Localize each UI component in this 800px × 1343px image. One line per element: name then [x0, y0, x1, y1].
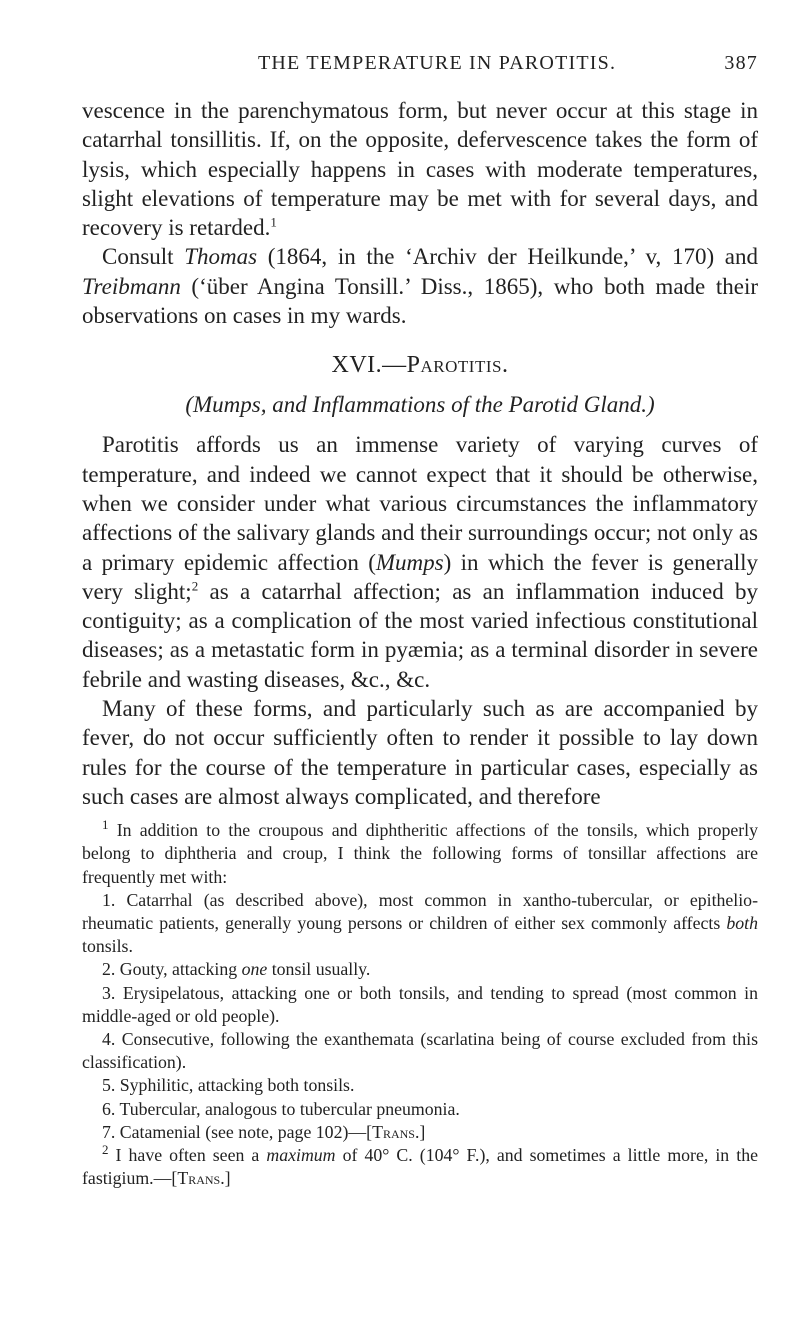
paren-close: ) — [647, 392, 655, 418]
paragraph-many-forms — [82, 694, 758, 811]
list-item-text: 4. Consecutive, following the exanthemata (scarlatina being of course excluded from this classification). — [82, 1029, 758, 1073]
footnote-text: I have often seen a — [108, 1145, 267, 1166]
section-title-cap: P — [406, 352, 421, 379]
footnote-text: In addition to the croupous and diphtheritic affections of the tonsils, which properly belong to diphtheria and croup, I think the following forms of tonsillar affections are frequently met with: — [82, 820, 758, 887]
footnote-ref-1: 1 — [270, 214, 277, 230]
text-span: as a catarrhal affection; as an inflammation induced by contiguity; as a complication of the most varied infectious constitutional diseases; as a metastatic form in pyæmia; as a terminal disorder in severe febrile and wasting diseases, &c., &c. — [82, 578, 758, 692]
running-head-title: THE TEMPERATURE IN PAROTITIS. — [258, 52, 617, 74]
list-item-text: 6. Tubercular, analogous to tubercular pneumonia. — [102, 1098, 460, 1119]
footnote-text: of 40° C. (104° F.), and sometimes a little more, in the fastigium.—[ — [82, 1145, 758, 1189]
footnote-list-item — [82, 889, 758, 959]
list-item-text: 5. Syphilitic, attacking both tonsils. — [102, 1075, 355, 1096]
list-item-text: 2. Gouty, attacking — [102, 959, 242, 980]
author-name: Thomas — [184, 244, 258, 270]
list-item-text: 3. Erysipelatous, attacking one or both tonsils, and tending to spread (most common in middle-aged or old people). — [82, 982, 758, 1026]
paragraph-parotitis — [82, 430, 758, 694]
footnote-1 — [82, 819, 758, 889]
paragraph-text: vescence in the parenchymatous form, but never occur at this stage in catarrhal tonsillitis. If, on the opposite, defervescence takes the form of lysis, which especially happens in cases with moderate temperatures, slight elevations of temperature may be met with for several days, and recovery is retarded. — [82, 98, 758, 241]
footnote-list-item — [82, 1028, 758, 1074]
footnote-marker: 2 — [102, 1142, 109, 1158]
text-span: (‘über Angina Tonsill.’ Diss., 1865), who both made their observations on cases in my wards. — [82, 273, 758, 329]
list-item-text: tonsil usually. — [267, 959, 371, 980]
emphasis: Mumps — [375, 549, 444, 575]
text-span: Many of these forms, and particularly such as are accompanied by fever, do not occur sufficiently often to render it possible to lay down rules for the course of the temperature in particular cases, especially as such cases are almost always complicated, and therefore — [82, 696, 758, 809]
page-number: 387 — [724, 52, 758, 74]
emphasis: maximum — [266, 1145, 336, 1166]
footnote-1-list — [82, 889, 758, 1144]
section-subtitle — [82, 392, 758, 418]
text-span: Parotitis affords us an immense variety of varying curves of temperature, and indeed we cannot expect that it should be otherwise, when we consider under what various circumstances the inflammatory affections of the salivary glands and their surroundings occur; not only as a primary epidemic affection ( — [82, 432, 758, 575]
section-title-rest: arotitis. — [420, 352, 509, 379]
footnote-ref-2: 2 — [191, 578, 199, 594]
list-item-text: 7. Catamenial (see note, page 102)—[ — [102, 1121, 373, 1142]
paragraph-consult — [82, 242, 758, 330]
text-span: Consult — [102, 244, 185, 270]
footnote-list-item — [82, 1098, 758, 1121]
footnote-list-item — [82, 982, 758, 1028]
author-name: Treibmann — [82, 273, 181, 299]
body-text — [82, 96, 758, 1190]
paren-open: ( — [185, 392, 193, 418]
emphasis: one — [241, 959, 268, 980]
translator-note: Trans.] — [177, 1168, 231, 1189]
footnote-list-item — [82, 1121, 758, 1144]
section-number: XVI.— — [331, 352, 407, 379]
footnotes — [82, 819, 758, 1190]
text-span: (1864, in the ‘Archiv der Heilkunde,’ v, 170) and — [257, 244, 758, 270]
subtitle-text: Mumps, and Inflammations of the Parotid Gland. — [192, 392, 648, 418]
section-heading — [82, 352, 758, 379]
paragraph-continued — [82, 96, 758, 242]
footnote-marker: 1 — [102, 817, 109, 833]
list-item-text: Trans.] — [372, 1121, 426, 1142]
list-item-text: 1. Catarrhal (as described above), most common in xantho-tubercular, or epithelio-rheumatic patients, generally young persons or children of either sex commonly affects — [82, 889, 758, 934]
list-item-text: tonsils. — [82, 936, 133, 957]
emphasis: both — [726, 913, 758, 934]
text-span: ) in which the fever is generally very slight; — [82, 549, 758, 604]
footnote-2 — [82, 1144, 758, 1190]
footnote-list-item — [82, 958, 758, 981]
footnote-list-item — [82, 1074, 758, 1097]
